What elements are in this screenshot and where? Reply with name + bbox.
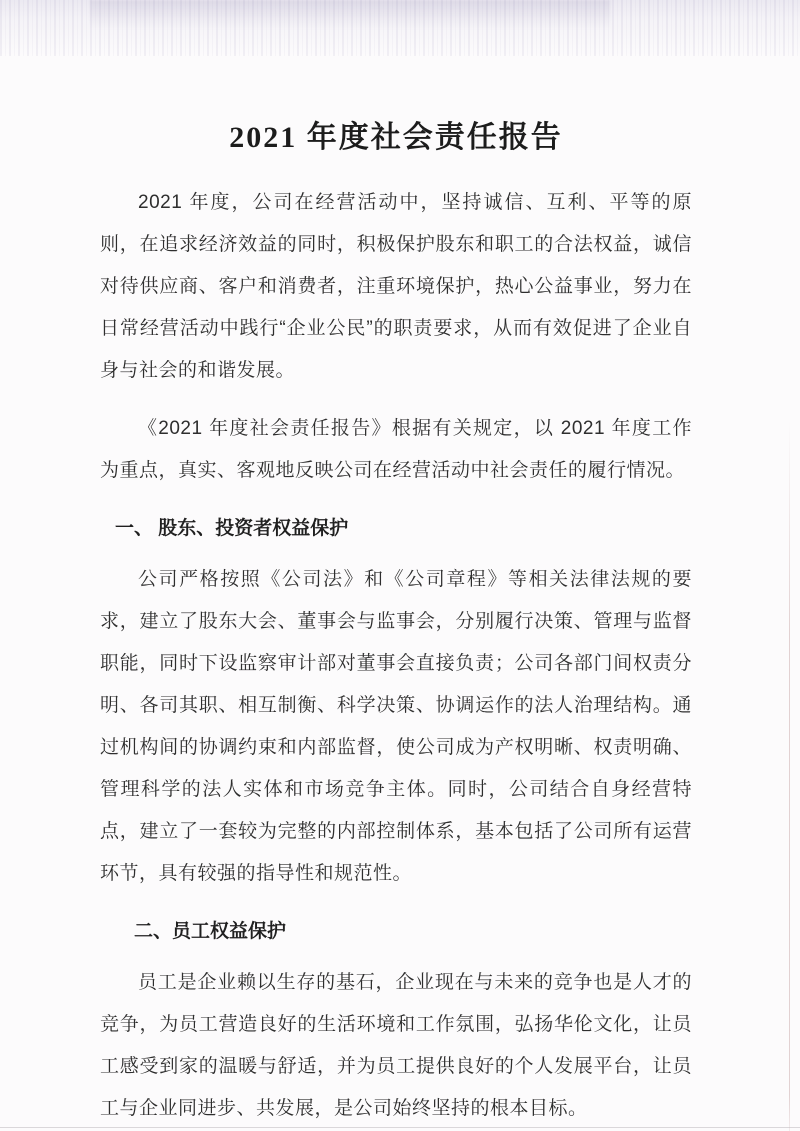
section-heading-shareholders: 一、 股东、投资者权益保护: [115, 518, 349, 539]
scan-noise-artifact: [90, 0, 610, 30]
section-body-shareholders: 公司严格按照《公司法》和《公司章程》等相关法律法规的要求，建立了股东大会、董事会与监事会，分别履行决策、管理与监督职能，同时下设监察审计部对董事会直接负责；公司各部门间权责分明、各司其职、相互制衡、科学决策、协调运作的法人治理结构。通过机构间的协调约束和内部监督，使公司成为产权明晰、权责明确、管理科学的法人实体和市场竞争主体。同时，公司结合自身经营特点，建立了一套较为完整的内部控制体系，基本包括了公司所有运营环节，具有较强的指导性和规范性。: [100, 569, 692, 884]
scan-noise-artifact: [0, 0, 800, 56]
section-body-employees: 员工是企业赖以生存的基石，企业现在与未来的竞争也是人才的竞争，为员工营造良好的生活环境和工作氛围，弘扬华伦文化，让员工感受到家的温暖与舒适，并为员工提供良好的个人发展平台，让员工与企业同进步、共发展，是公司始终坚持的根本目标。: [100, 972, 692, 1119]
scan-page-edge-right: [789, 420, 790, 1131]
document-title: 2021 年度社会责任报告: [229, 121, 563, 154]
intro-paragraph-2: 《2021 年度社会责任报告》根据有关规定，以 2021 年度工作为重点，真实、客观地反映公司在经营活动中社会责任的履行情况。: [100, 418, 692, 481]
section-heading-employees: 二、员工权益保护: [134, 921, 287, 942]
intro-paragraph-1: 2021 年度，公司在经营活动中，坚持诚信、互利、平等的原则，在追求经济效益的同时，积极保护股东和职工的合法权益，诚信对待供应商、客户和消费者，注重环境保护，热心公益事业，努力在日常经营活动中践行“企业公民”的职责要求，从而有效促进了企业自身与社会的和谐发展。: [100, 192, 692, 381]
